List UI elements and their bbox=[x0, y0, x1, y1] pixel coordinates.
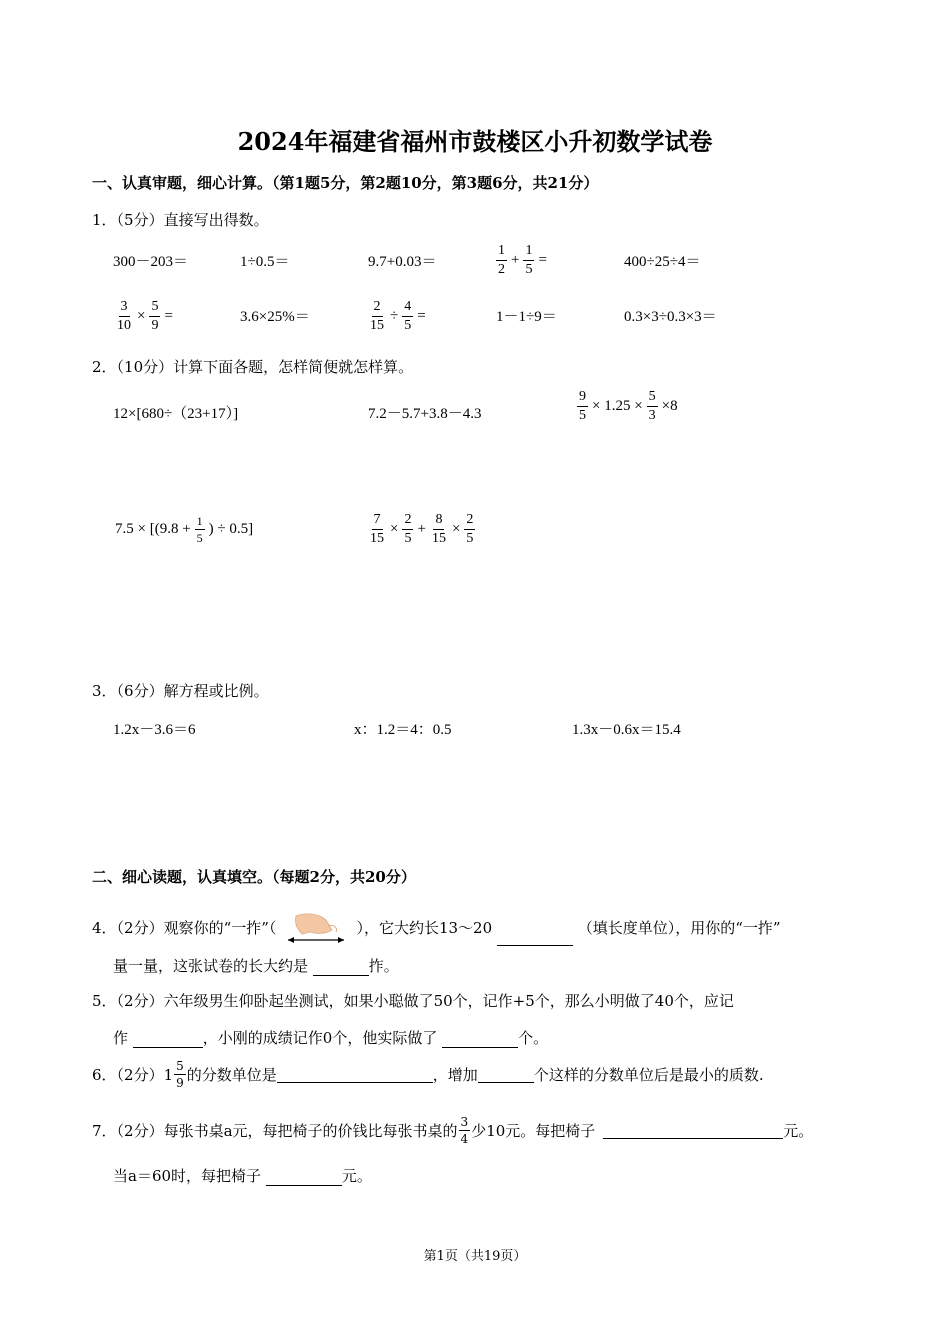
page-footer: 第1页（共19页） bbox=[423, 1249, 527, 1264]
question-4-line-1: 4．（2分）观察你的“一拃”（ ），它大约长13～20 （填长度单位），用你的“一拃” bbox=[92, 911, 781, 946]
hand-span-illustration bbox=[276, 912, 356, 946]
q1-item-3: 9.7+0.03＝ bbox=[368, 254, 437, 270]
question-2-stem: 2．（10分）计算下面各题，怎样简便就怎样算。 bbox=[92, 358, 414, 376]
question-4-line-2: 量一量，这张试卷的长大约是 拃。 bbox=[113, 957, 399, 975]
q2-expr-1: 12×[680÷（23+17）] bbox=[113, 406, 239, 422]
q3-equation-2: x：1.2＝4：0.5 bbox=[354, 722, 452, 738]
section-2-heading: 二、细心读题，认真填空。（每题2分，共20分） bbox=[92, 868, 416, 886]
page-title: 2024年福建省福州市鼓楼区小升初数学试卷 bbox=[237, 127, 713, 156]
q2-expr-5: $\frac{7}{15}$ × $\frac{2}{5}$ + $\frac{8}{15}$ × $\frac{2}{5}$ bbox=[370, 512, 474, 546]
question-7-line-1: 7．（2分）每张书桌a元，每把椅子的价钱比每张书桌的 $\frac{3}{4}$ 少10元。每把椅子 元。 bbox=[92, 1115, 814, 1146]
question-7-line-2: 当a＝60时，每把椅子 元。 bbox=[113, 1167, 372, 1185]
q3-equation-1: 1.2x－3.6＝6 bbox=[113, 722, 196, 738]
q1-item-fraction-quotient: $\frac{2}{15}$ ÷ $\frac{4}{5}$ = bbox=[370, 299, 426, 333]
q1-item-fraction-sum: $\frac{1}{2}$ + $\frac{1}{5}$ = bbox=[498, 243, 547, 277]
question-5-line-2: 作 ，小刚的成绩记作0个，他实际做了 个。 bbox=[113, 1029, 549, 1047]
q2-expr-4: 7.5 × [(9.8 + $\frac{1}{5}$ ) ÷ 0.5] bbox=[115, 514, 254, 545]
q1-item-7: 0.3×3÷0.3×3＝ bbox=[624, 309, 717, 325]
question-3-stem: 3．（6分）解方程或比例。 bbox=[92, 682, 269, 700]
q2-expr-2: 7.2－5.7+3.8－4.3 bbox=[368, 406, 482, 422]
q1-item-4: 400÷25÷4＝ bbox=[624, 254, 701, 270]
q1-item-2: 1÷0.5＝ bbox=[240, 254, 290, 270]
q1-item-1: 300－203＝ bbox=[113, 254, 189, 270]
question-6: 6．（2分）1 $\frac{5}{9}$ 的分数单位是 ，增加 个这样的分数单位后是最小的质数. bbox=[92, 1059, 764, 1090]
q1-item-5: 3.6×25%＝ bbox=[240, 309, 310, 325]
q3-equation-3: 1.3x－0.6x＝15.4 bbox=[572, 722, 681, 738]
section-1-heading: 一、认真审题，细心计算。（第1题5分，第2题10分，第3题6分，共21分） bbox=[92, 174, 599, 192]
question-5-line-1: 5．（2分）六年级男生仰卧起坐测试，如果小聪做了50个，记作+5个，那么小明做了40个，应记 bbox=[92, 992, 734, 1010]
q1-item-6: 1－1÷9＝ bbox=[496, 309, 557, 325]
q2-expr-3: $\frac{9}{5}$ × 1.25 × $\frac{5}{3}$ ×8 bbox=[579, 389, 678, 423]
q1-item-fraction-product: $\frac{3}{10}$ × $\frac{5}{9}$ = bbox=[117, 299, 173, 333]
question-1-stem: 1．（5分）直接写出得数。 bbox=[92, 211, 269, 229]
